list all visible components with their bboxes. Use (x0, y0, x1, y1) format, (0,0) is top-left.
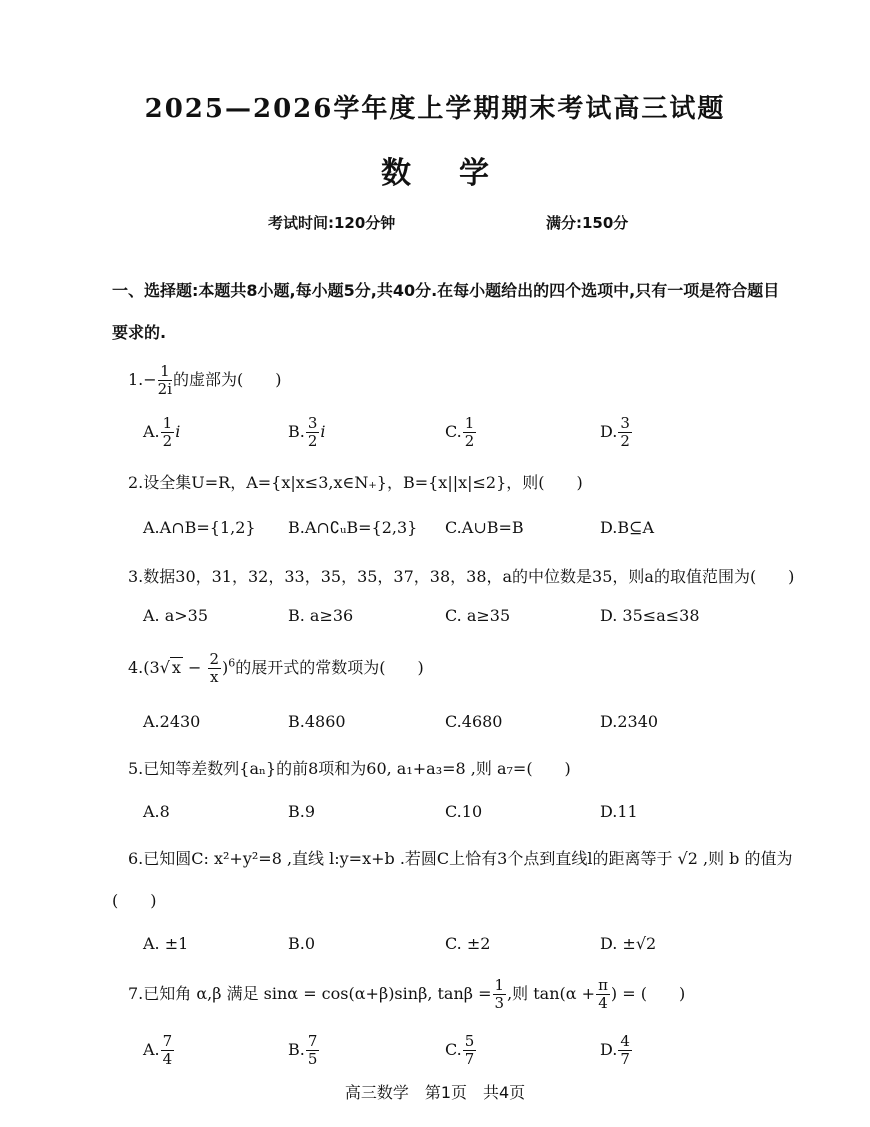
section-heading-line2: 要求的. (112, 323, 167, 342)
q3-option-d: D. 35≤a≤38 (600, 606, 700, 625)
page-footer: 高三数学 第1页 共4页 (344, 1083, 526, 1102)
exam-time: 考试时间:120分钟 (268, 214, 396, 232)
question-1: 1.− $\frac{1}{2i}$ 的虚部为( ) (128, 362, 282, 398)
q1-option-c: C. $\frac{1}{2}$ (445, 414, 475, 450)
q2-option-b: B.A∩∁ᵤB={2,3} (288, 518, 418, 537)
q6-option-d: D. ±√2 (600, 934, 657, 953)
subject-title: 数学 (381, 156, 537, 191)
q2-option-c: C.A∪B=B (445, 518, 524, 537)
question-3: 3.数据30，31，32，33，35，35，37，38，38，a的中位数是35，则a的取值范围为( ) (128, 567, 795, 586)
q5-option-b: B.9 (288, 802, 316, 821)
q6-option-c: C. ±2 (445, 934, 491, 953)
question-6-line2: ( ) (112, 891, 157, 910)
q3-option-b: B. a≥36 (288, 606, 354, 625)
q1-option-d: D. $\frac{3}{2}$ (600, 414, 630, 450)
q1-option-a: A. $\frac{1}{2}$ i (143, 414, 181, 450)
q3-option-a: A. a>35 (143, 606, 209, 625)
q7-option-c: C. $\frac{5}{7}$ (445, 1032, 475, 1068)
q4-option-b: B.4860 (288, 712, 346, 731)
q4-option-d: D.2340 (600, 712, 659, 731)
q6-option-a: A. ±1 (143, 934, 189, 953)
q5-option-c: C.10 (445, 802, 483, 821)
full-score: 满分:150分 (546, 214, 629, 232)
q2-option-a: A.A∩B={1,2} (143, 518, 256, 537)
q5-option-d: D.11 (600, 802, 638, 821)
q1-option-b: B. $\frac{3}{2}$ i (288, 414, 326, 450)
question-6-line1: 6.已知圆C: x²+y²=8 ,直线 l:y=x+b .若圆C上恰有3个点到直线l的距离等于 √2 ,则 b 的值为 (128, 849, 793, 868)
question-2: 2.设全集U=R，A={x|x≤3,x∈N₊}，B={x||x|≤2}，则( ) (128, 473, 583, 492)
q7-option-b: B. $\frac{7}{5}$ (288, 1032, 318, 1068)
question-5: 5.已知等差数列{aₙ}的前8项和为60, a₁+a₃=8 ,则 a₇=( ) (128, 759, 571, 778)
q4-option-c: C.4680 (445, 712, 503, 731)
question-7: 7.已知角 α,β 满足 sinα = cos(α+β)sinβ, tanβ = $\frac{1}{3}$ ,则 tan(α + $\frac{\pi}{4}$ ) = ( ) (128, 976, 686, 1012)
q2-option-d: D.B⊆A (600, 518, 655, 537)
q5-option-a: A.8 (143, 802, 170, 821)
q7-option-a: A. $\frac{7}{4}$ (143, 1032, 173, 1068)
q6-option-b: B.0 (288, 934, 316, 953)
q3-option-c: C. a≥35 (445, 606, 511, 625)
section-heading-line1: 一、选择题:本题共8小题,每小题5分,共40分.在每小题给出的四个选项中,只有一项是符合题目 (112, 281, 780, 300)
q7-option-d: D. $\frac{4}{7}$ (600, 1032, 630, 1068)
exam-title: 2025—2026学年度上学期期末考试高三试题 (144, 94, 726, 124)
q4-option-a: A.2430 (143, 712, 201, 731)
question-4: 4.(3√ x − $\frac{2}{x}$ )$^6$的展开式的常数项为( ) (128, 650, 424, 686)
